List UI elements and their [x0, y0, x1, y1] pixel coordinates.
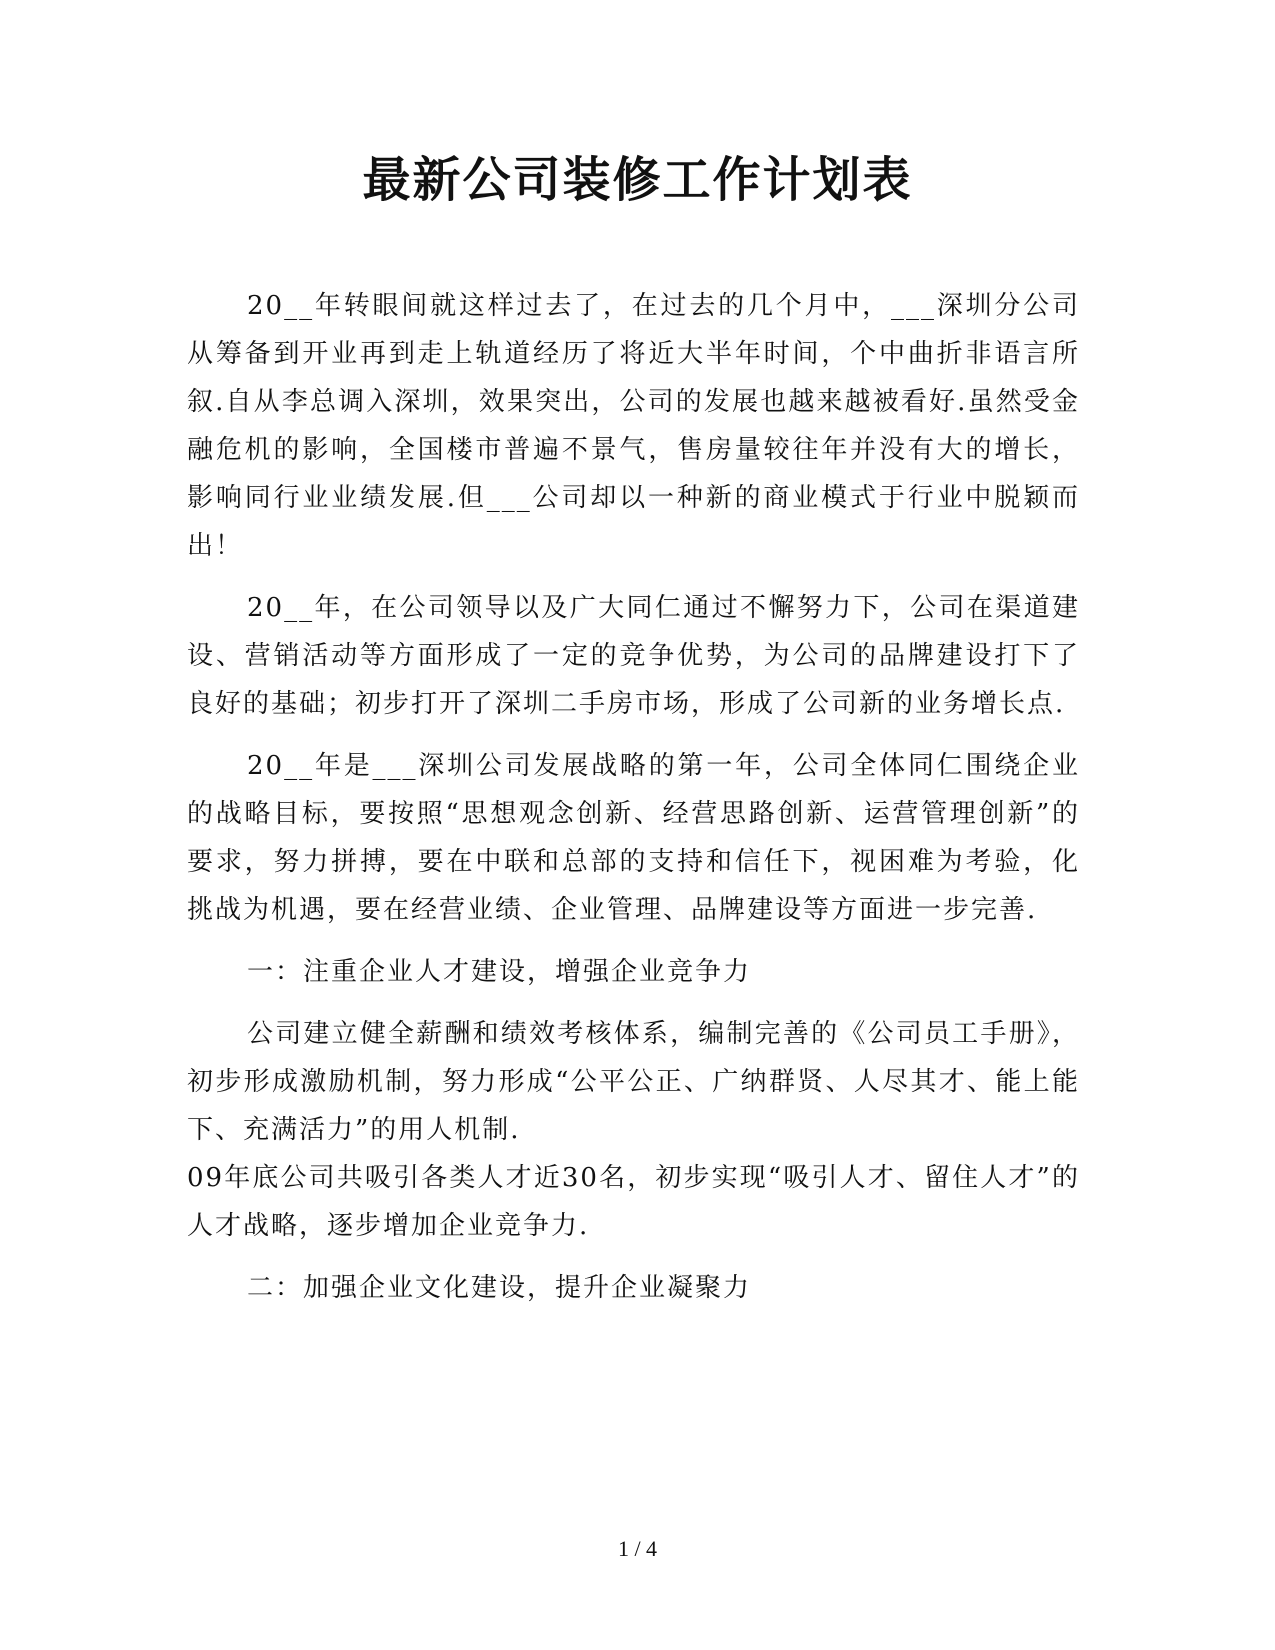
paragraph-achievements: 20__年，在公司领导以及广大同仁通过不懈努力下，公司在渠道建设、营销活动等方面形成了一定的竞争优势，为公司的品牌建设打下了良好的基础；初步打开了深圳二手房市场，形成了公司新的业务增长点.: [187, 593, 1080, 719]
document-title: 最新公司装修工作计划表: [362, 152, 913, 208]
paragraph-strategy: 20__年是___深圳公司发展战略的第一年，公司全体同仁围绕企业的战略目标，要按照“思想观念创新、经营思路创新、运营管理创新”的要求，努力拼搏，要在中联和总部的支持和信任下，视困难为考验，化挑战为机遇，要在经营业绩、企业管理、品牌建设等方面进一步完善.: [187, 751, 1080, 925]
document-body: [187, 282, 1080, 1326]
section-heading-culture: 二：加强企业文化建设，提升企业凝聚力: [247, 1273, 752, 1303]
paragraph-talent-system: 公司建立健全薪酬和绩效考核体系，编制完善的《公司员工手册》，初步形成激励机制，努力形成“公平公正、广纳群贤、人尽其才、能上能下、充满活力”的用人机制.: [187, 1019, 1080, 1145]
paragraph-talent-stats: 09年底公司共吸引各类人才近30名，初步实现“吸引人才、留住人才”的人才战略，逐步增加企业竞争力.: [187, 1163, 1080, 1241]
section-heading-talent: 一：注重企业人才建设，增强企业竞争力: [247, 957, 752, 987]
page-number: 1 / 4: [617, 1536, 658, 1561]
paragraph-intro: 20__年转眼间就这样过去了，在过去的几个月中，___深圳分公司从筹备到开业再到走上轨道经历了将近大半年时间，个中曲折非语言所叙.自从李总调入深圳，效果突出，公司的发展也越来越被看好.虽然受金融危机的影响，全国楼市普遍不景气，售房量较往年并没有大的增长，影响同行业业绩发展.但___公司却以一种新的商业模式于行业中脱颖而出！: [187, 291, 1080, 561]
